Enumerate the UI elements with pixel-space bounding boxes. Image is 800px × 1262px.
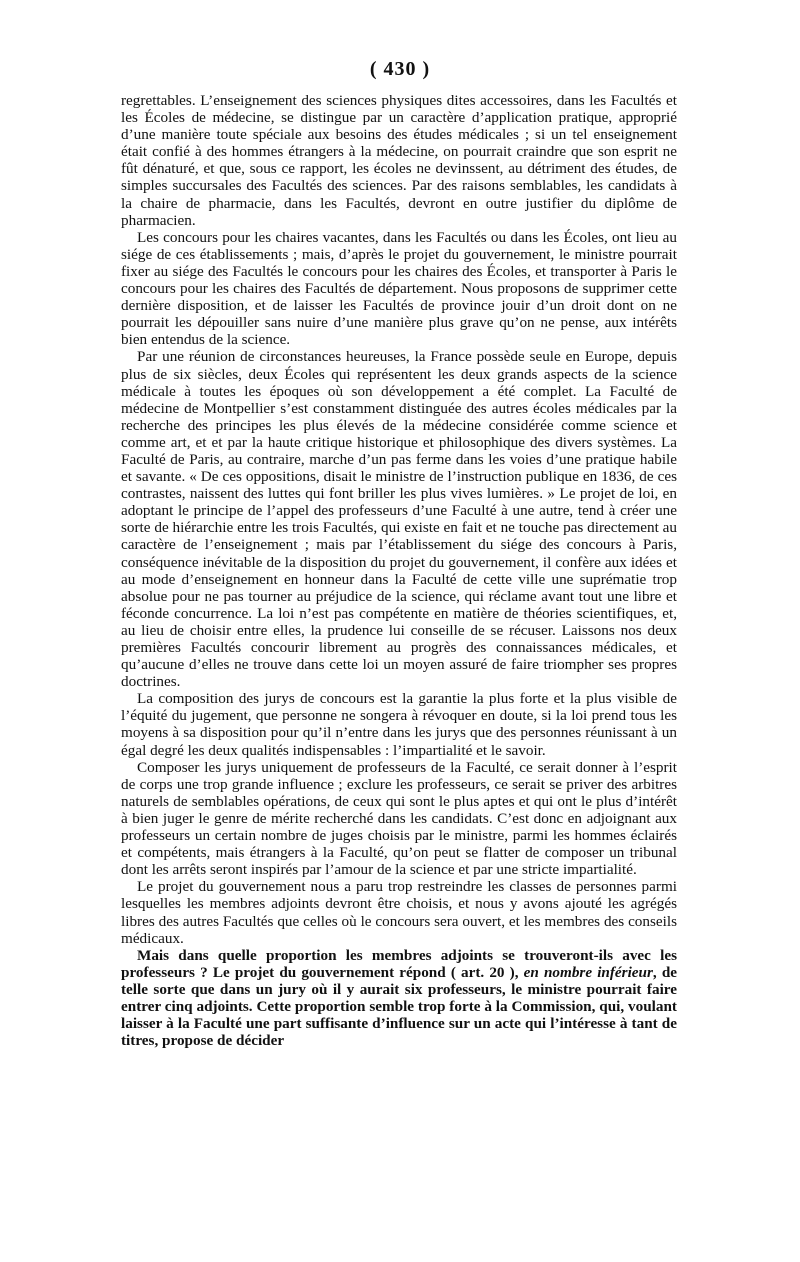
body-text — [121, 92, 677, 1049]
paragraph: Le projet du gouvernement nous a paru trop restreindre les classes de personnes parmi lesquelles les membres adjoints devront être choisis, et nous y avons ajouté les agrégés libres des autres Facultés que celles où le concours sera ouvert, et les membres des conseils médicaux. — [121, 878, 677, 947]
paragraph: regrettables. L’enseignement des sciences physiques dites accessoires, dans les Facultés et les Écoles de médecine, se distingue par un caractère d’application pratique, approprié d’une manière toute spéciale aux besoins des études médicales ; si un tel enseignement était confié à des hommes étrangers à la médecine, on pourrait craindre que son esprit ne fût dénaturé, et que, sous ce rapport, les écoles ne devinssent, au détriment des études, de simples succursales des Facultés des sciences. Par des raisons semblables, les candidats à la chaire de pharmacie, dans les Facultés, devront en outre justifier du diplôme de pharmacien. — [121, 92, 677, 229]
paragraph: Par une réunion de circonstances heureuses, la France possède seule en Europe, depuis plus de six siècles, deux Écoles qui représentent les deux grands aspects de la science médicale à toutes les époques où son développement a été complet. La Faculté de médecine de Montpellier s’est constamment distinguée des autres écoles médicales par la recherche des principes les plus élevés de la médecine considérée comme science et comme art, et et par la haute critique historique et philosophique des divers systèmes. La Faculté de Paris, au contraire, marche d’un pas ferme dans les voies d’une pratique habile et savante. « De ces oppositions, disait le ministre de l’instruction publique en 1836, de ces contrastes, naissent des luttes qui font briller les plus vives lumières. » Le projet de loi, en adoptant le principe de l’appel des professeurs d’une Faculté à une autre, tend à créer une sorte de hiérarchie entre les trois Facultés, qui existe en fait et ne touche pas directement au caractère de l’enseignement ; mais par l’établissement du siége des concours à Paris, conséquence inévitable de la disposition du projet du gouvernement, il confère aux idées et au mode d’enseignement en honneur dans la Faculté de cette ville une suprématie trop absolue pour ne pas tourner au préjudice de la science, qui réclame avant tout une libre et féconde concurrence. La loi n’est pas compétente en matière de théories scientifiques, et, au lieu de choisir entre elles, la prudence lui conseille de se récuser. Laissons nos deux premières Facultés concourir librement au progrès des connaissances médicales, et qu’aucune d’elles ne trouve dans cette loi un moyen assuré de faire triompher ses propres doctrines. — [121, 348, 677, 691]
paragraph: La composition des jurys de concours est la garantie la plus forte et la plus visible de l’équité du jugement, que personne ne songera à révoquer en doute, si la loi prend tous les moyens à sa disposition pour qu’il n’entre dans les jurys que des personnes réunissant à un égal degré les deux qualités indispensables : l’impartialité et le savoir. — [121, 690, 677, 759]
paragraph: Composer les jurys uniquement de professeurs de la Faculté, ce serait donner à l’esprit de corps une trop grande influence ; exclure les professeurs, ce serait se priver des arbitres naturels de semblables opérations, de ceux qui sont le plus aptes et qui ont le plus d’intérêt à bien juger le genre de mérite recherché dans les candidats. C’est donc en adjoignant aux professeurs un certain nombre de juges choisis par le ministre, parmi les hommes éclairés et compétents, mais étrangers à la Faculté, qu’on peut se flatter de composer un tribunal dont les arrêts seront inspirés par l’amour de la science et par une stricte impartialité. — [121, 758, 677, 879]
italic-phrase: en nombre inférieur — [523, 963, 653, 981]
page-number: ( 430 ) — [369, 58, 431, 80]
paragraph-text: Mais dans quelle proportion les membres adjoints se trouveront-ils avec les professeurs ? Le projet du gouvernement répond ( art. 20 ), — [121, 946, 677, 981]
paragraph-last — [121, 947, 677, 1050]
paragraph-text: , de telle sorte que dans un jury où il y aurait six professeurs, le ministre pourrait faire entrer cinq adjoints. Cette proportion semble trop forte à la Commission, qui, voulant laisser à la Faculté une part suffisante d’influence sur un acte qui l’intéresse à tant de titres, propose de décider — [121, 963, 678, 1050]
paragraph: Les concours pour les chaires vacantes, dans les Facultés ou dans les Écoles, ont lieu au siége de ces établissements ; mais, d’après le projet du gouvernement, le ministre pourrait fixer au siége des Facultés le concours pour les chaires des Écoles, et transporter à Paris le concours pour les chaires des Facultés de département. Nous proposons de supprimer cette dernière disposition, et de laisser les Facultés de province jouir d’un droit dont on ne pourrait les dépouiller sans nuire d’une manière plus grave qu’on ne pense, aux intérêts bien entendus de la science. — [121, 228, 677, 349]
